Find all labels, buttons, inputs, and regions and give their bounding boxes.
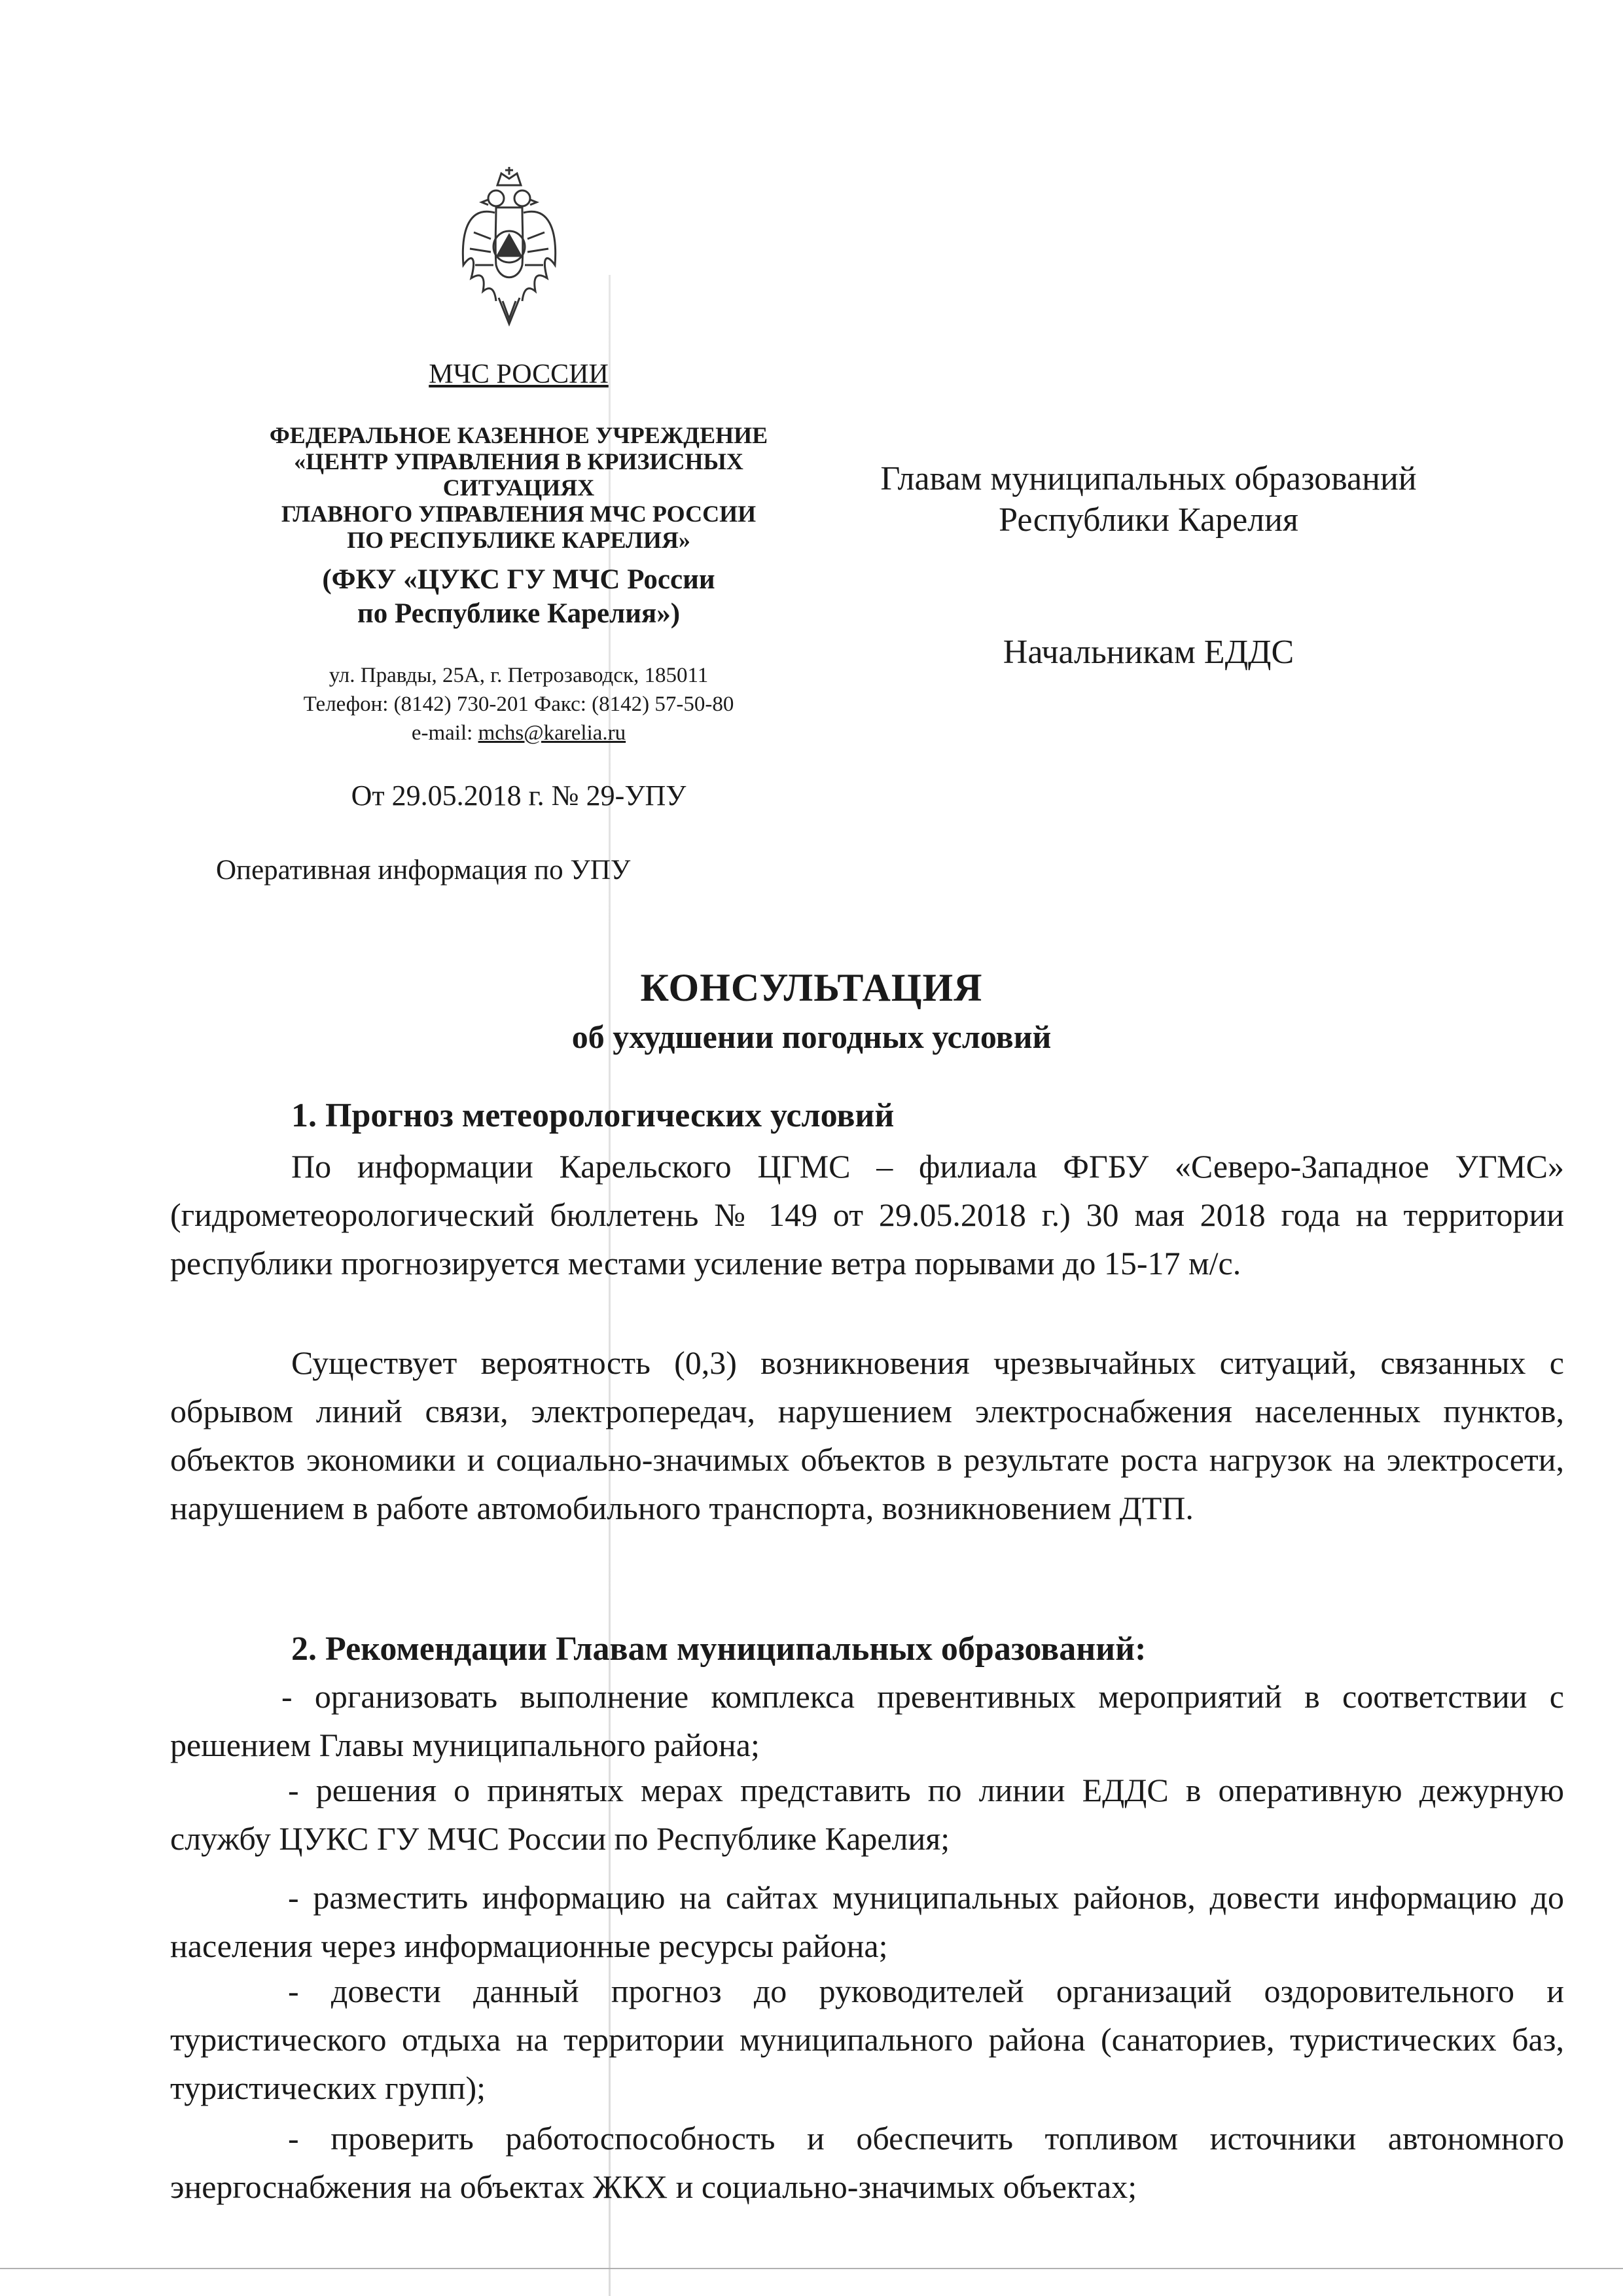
phone-fax: Телефон: (8142) 730-201 Факс: (8142) 57-50-80 [303,692,734,716]
recommendation-item: - организовать выполнение комплекса превентивных мероприятий в соответствии с решением Главы муниципального района; [170,1678,1564,1763]
section-1-heading: 1. Прогноз метеорологических условий [291,1097,895,1134]
address: ул. Правды, 25А, г. Петрозаводск, 185011 [329,664,709,687]
email-link[interactable]: mchs@karelia.ru [478,721,626,745]
recipients-block [805,458,1492,541]
page-bottom-edge [0,2268,1623,2269]
recommendation-item: - решения о принятых мерах представить по линии ЕДДС в оперативную дежурную службу ЦУКС ГУ МЧС России по Республике Карелия; [170,1772,1564,1857]
recommendation-item: - довести данный прогноз до руководителей организаций оздоровительного и туристического отдыха на территории муниципального района (санаториев, туристических баз, туристических групп); [170,1973,1564,2106]
email-label: e-mail: [411,721,478,745]
org-name-line: ПО РЕСПУБЛИКЕ КАРЕЛИЯ» [347,527,690,553]
organization-full-name [216,422,821,553]
org-name-line: СИТУАЦИЯХ [442,475,595,501]
emchs-emblem-icon [457,167,562,334]
email-line [216,719,821,747]
organization-short-name [216,563,821,631]
recipient-edds: Начальникам ЕДДС [1003,634,1294,671]
org-short-line: (ФКУ «ЦУКС ГУ МЧС России [322,564,715,595]
document-subject: Оперативная информация по УПУ [216,855,631,886]
org-name-line: «ЦЕНТР УПРАВЛЕНИЯ В КРИЗИСНЫХ [294,448,743,475]
org-short-line: по Республике Карелия») [357,598,681,629]
recommendation-item: - разместить информацию на сайтах муниципальных районов, довести информацию до населения через информационные ресурсы района; [170,1879,1564,1964]
section-1-paragraph: Существует вероятность (0,3) возникновения чрезвычайных ситуаций, связанных с обрывом линий связи, электропередач, нарушением электроснабжения населенных пунктов, объектов экономики и социально-значимых объектов в результате роста нагрузок на электросети, нарушением в работе автомобильного транспорта, возникновением ДТП. [170,1344,1564,1526]
org-name-line: ГЛАВНОГО УПРАВЛЕНИЯ МЧС РОССИИ [281,501,757,527]
document-subtitle: об ухудшении погодных условий [571,1018,1052,1055]
document-reference: От 29.05.2018 г. № 29-УПУ [351,780,687,812]
recommendation-item: - проверить работоспособность и обеспечить топливом источники автономного энергоснабжения на объектах ЖКХ и социально-значимых объектах; [170,2120,1564,2205]
agency-name: МЧС РОССИИ [429,359,609,389]
org-name-line: ФЕДЕРАЛЬНОЕ КАЗЕННОЕ УЧРЕЖДЕНИЕ [269,422,768,448]
recipient-line: Главам муниципальных образований [880,460,1417,497]
section-2-heading: 2. Рекомендации Главам муниципальных образований: [291,1630,1147,1668]
document-title: КОНСУЛЬТАЦИЯ [640,966,983,1009]
contact-block [216,661,821,747]
recipient-line: Республики Карелия [999,501,1298,539]
section-1-paragraph: По информации Карельского ЦГМС – филиала ФГБУ «Северо-Западное УГМС» (гидрометеорологический бюллетень № 149 от 29.05.2018 г.) 30 мая 2018 года на территории республики прогнозируется местами усиление ветра порывами до 15-17 м/с. [170,1148,1564,1282]
